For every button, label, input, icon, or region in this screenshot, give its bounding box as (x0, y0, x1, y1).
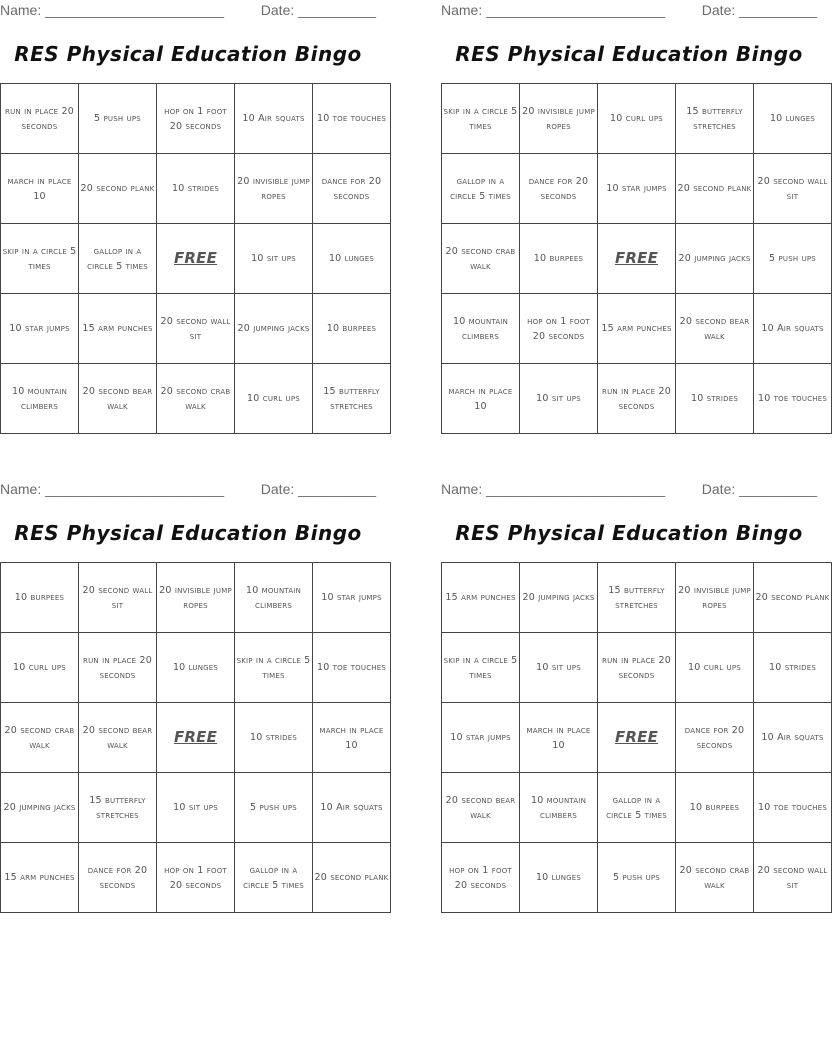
bingo-cell: 10 burpees (1, 563, 79, 633)
bingo-cell: 20 invisible jump ropes (676, 563, 754, 633)
bingo-cell: 10 curl ups (235, 364, 313, 434)
bingo-cell: gallop in a circle 5 times (79, 224, 157, 294)
bingo-row (442, 84, 832, 154)
bingo-row (1, 224, 391, 294)
bingo-cell: 20 invisible jump ropes (235, 154, 313, 224)
bingo-cell: 10 Air squats (313, 773, 391, 843)
name-line: Name: _______________________ (0, 2, 225, 18)
bingo-cell: 20 second plank (313, 843, 391, 913)
bingo-cell: 20 second wall sit (754, 843, 832, 913)
bingo-cell: 10 star jumps (313, 563, 391, 633)
bingo-cell: 20 second wall sit (754, 154, 832, 224)
bingo-cell: 15 butterfly stretches (79, 773, 157, 843)
bingo-cell: 10 burpees (313, 294, 391, 364)
bingo-cell: 15 butterfly stretches (313, 364, 391, 434)
bingo-cell: 10 lunges (313, 224, 391, 294)
bingo-cell: 15 arm punches (79, 294, 157, 364)
bingo-cell: march in place 10 (442, 364, 520, 434)
free-space: FREE (598, 224, 676, 294)
bingo-cell: 10 toe touches (754, 773, 832, 843)
bingo-cell: 10 strides (157, 154, 235, 224)
bingo-grid (0, 83, 391, 434)
bingo-cell: 20 invisible jump ropes (520, 84, 598, 154)
bingo-cell: 5 push ups (754, 224, 832, 294)
bingo-row (1, 294, 391, 364)
name-line: Name: _______________________ (0, 481, 225, 497)
bingo-cell: hop on 1 foot 20 seconds (520, 294, 598, 364)
bingo-cell: 20 jumping jacks (235, 294, 313, 364)
bingo-cell: 10 strides (754, 633, 832, 703)
bingo-row (1, 84, 391, 154)
bingo-cell: 10 Air squats (754, 294, 832, 364)
bingo-cell: 10 mountain climbers (442, 294, 520, 364)
bingo-cell: hop on 1 foot 20 seconds (157, 84, 235, 154)
bingo-row (442, 294, 832, 364)
bingo-cell: 20 second crab walk (676, 843, 754, 913)
bingo-cell: run in place 20 seconds (1, 84, 79, 154)
bingo-cell: 10 sit ups (235, 224, 313, 294)
bingo-cell: 20 jumping jacks (520, 563, 598, 633)
bingo-cell: 10 lunges (520, 843, 598, 913)
bingo-cell: march in place 10 (1, 154, 79, 224)
bingo-cell: 10 lunges (157, 633, 235, 703)
bingo-cell: dance for 20 seconds (313, 154, 391, 224)
name-date-row (0, 479, 376, 499)
bingo-cell: dance for 20 seconds (520, 154, 598, 224)
card-title: RES Physical Education Bingo (455, 521, 803, 545)
bingo-cell: 10 star jumps (598, 154, 676, 224)
bingo-cell: 20 second plank (754, 563, 832, 633)
bingo-cell: 5 push ups (598, 843, 676, 913)
bingo-cell: 10 sit ups (520, 633, 598, 703)
bingo-cell: 15 arm punches (442, 563, 520, 633)
bingo-cell: skip in a circle 5 times (442, 84, 520, 154)
bingo-row (442, 843, 832, 913)
bingo-row (1, 563, 391, 633)
bingo-cell: gallop in a circle 5 times (235, 843, 313, 913)
bingo-cell: 15 arm punches (598, 294, 676, 364)
bingo-cell: march in place 10 (313, 703, 391, 773)
bingo-cell: 20 jumping jacks (1, 773, 79, 843)
bingo-cell: 20 second crab walk (1, 703, 79, 773)
bingo-cell: 10 toe touches (754, 364, 832, 434)
bingo-cell: 20 jumping jacks (676, 224, 754, 294)
card-title: RES Physical Education Bingo (14, 521, 362, 545)
bingo-cell: 10 curl ups (676, 633, 754, 703)
bingo-row (1, 703, 391, 773)
name-date-row (0, 0, 376, 20)
bingo-cell: skip in a circle 5 times (442, 633, 520, 703)
bingo-cell: 15 butterfly stretches (598, 563, 676, 633)
bingo-row (1, 364, 391, 434)
bingo-row (442, 154, 832, 224)
bingo-grid (441, 562, 832, 913)
bingo-cell: 15 butterfly stretches (676, 84, 754, 154)
bingo-grid (441, 83, 832, 434)
bingo-cell: 20 second crab walk (442, 224, 520, 294)
bingo-row (442, 563, 832, 633)
bingo-cell: dance for 20 seconds (79, 843, 157, 913)
bingo-cell: 20 second bear walk (442, 773, 520, 843)
bingo-cell: 10 strides (676, 364, 754, 434)
bingo-cell: gallop in a circle 5 times (442, 154, 520, 224)
name-date-row (441, 479, 817, 499)
bingo-cell: 20 second bear walk (79, 703, 157, 773)
bingo-cell: 5 push ups (79, 84, 157, 154)
bingo-cell: 20 second wall sit (157, 294, 235, 364)
bingo-cell: 10 sit ups (157, 773, 235, 843)
bingo-row (442, 364, 832, 434)
bingo-cell: hop on 1 foot 20 seconds (442, 843, 520, 913)
bingo-cell: 10 lunges (754, 84, 832, 154)
card-title: RES Physical Education Bingo (14, 42, 362, 66)
bingo-cell: 20 second plank (79, 154, 157, 224)
bingo-cell: march in place 10 (520, 703, 598, 773)
bingo-cell: 10 strides (235, 703, 313, 773)
bingo-cell: dance for 20 seconds (676, 703, 754, 773)
bingo-cell: skip in a circle 5 times (1, 224, 79, 294)
date-line: Date: __________ (701, 481, 817, 497)
bingo-row (1, 154, 391, 224)
bingo-cell: 10 curl ups (1, 633, 79, 703)
free-space: FREE (157, 224, 235, 294)
card-title: RES Physical Education Bingo (455, 42, 803, 66)
name-line: Name: _______________________ (441, 481, 666, 497)
bingo-row (442, 633, 832, 703)
bingo-cell: 10 curl ups (598, 84, 676, 154)
bingo-cell: 10 burpees (520, 224, 598, 294)
date-line: Date: __________ (701, 2, 817, 18)
bingo-row (1, 633, 391, 703)
bingo-cell: 20 second plank (676, 154, 754, 224)
bingo-cell: 20 second bear walk (79, 364, 157, 434)
bingo-cell: gallop in a circle 5 times (598, 773, 676, 843)
bingo-cell: 15 arm punches (1, 843, 79, 913)
bingo-row (442, 773, 832, 843)
bingo-cell: 10 mountain climbers (1, 364, 79, 434)
bingo-cell: 10 toe touches (313, 633, 391, 703)
bingo-cell: 10 burpees (676, 773, 754, 843)
date-line: Date: __________ (260, 2, 376, 18)
bingo-row (1, 773, 391, 843)
bingo-cell: 20 second bear walk (676, 294, 754, 364)
free-space: FREE (157, 703, 235, 773)
bingo-cell: skip in a circle 5 times (235, 633, 313, 703)
date-line: Date: __________ (260, 481, 376, 497)
bingo-grid (0, 562, 391, 913)
bingo-row (1, 843, 391, 913)
bingo-cell: run in place 20 seconds (598, 364, 676, 434)
bingo-cell: 10 mountain climbers (235, 563, 313, 633)
bingo-cell: 20 second wall sit (79, 563, 157, 633)
bingo-cell: run in place 20 seconds (598, 633, 676, 703)
bingo-cell: 10 Air squats (235, 84, 313, 154)
name-date-row (441, 0, 817, 20)
bingo-cell: 20 invisible jump ropes (157, 563, 235, 633)
bingo-cell: 5 push ups (235, 773, 313, 843)
bingo-cell: 10 sit ups (520, 364, 598, 434)
bingo-cell: hop on 1 foot 20 seconds (157, 843, 235, 913)
bingo-cell: 10 Air squats (754, 703, 832, 773)
bingo-row (442, 703, 832, 773)
bingo-cell: 10 star jumps (1, 294, 79, 364)
bingo-row (442, 224, 832, 294)
free-space: FREE (598, 703, 676, 773)
bingo-cell: 10 toe touches (313, 84, 391, 154)
bingo-cell: 10 mountain climbers (520, 773, 598, 843)
name-line: Name: _______________________ (441, 2, 666, 18)
bingo-cell: run in place 20 seconds (79, 633, 157, 703)
bingo-cell: 20 second crab walk (157, 364, 235, 434)
bingo-cell: 10 star jumps (442, 703, 520, 773)
